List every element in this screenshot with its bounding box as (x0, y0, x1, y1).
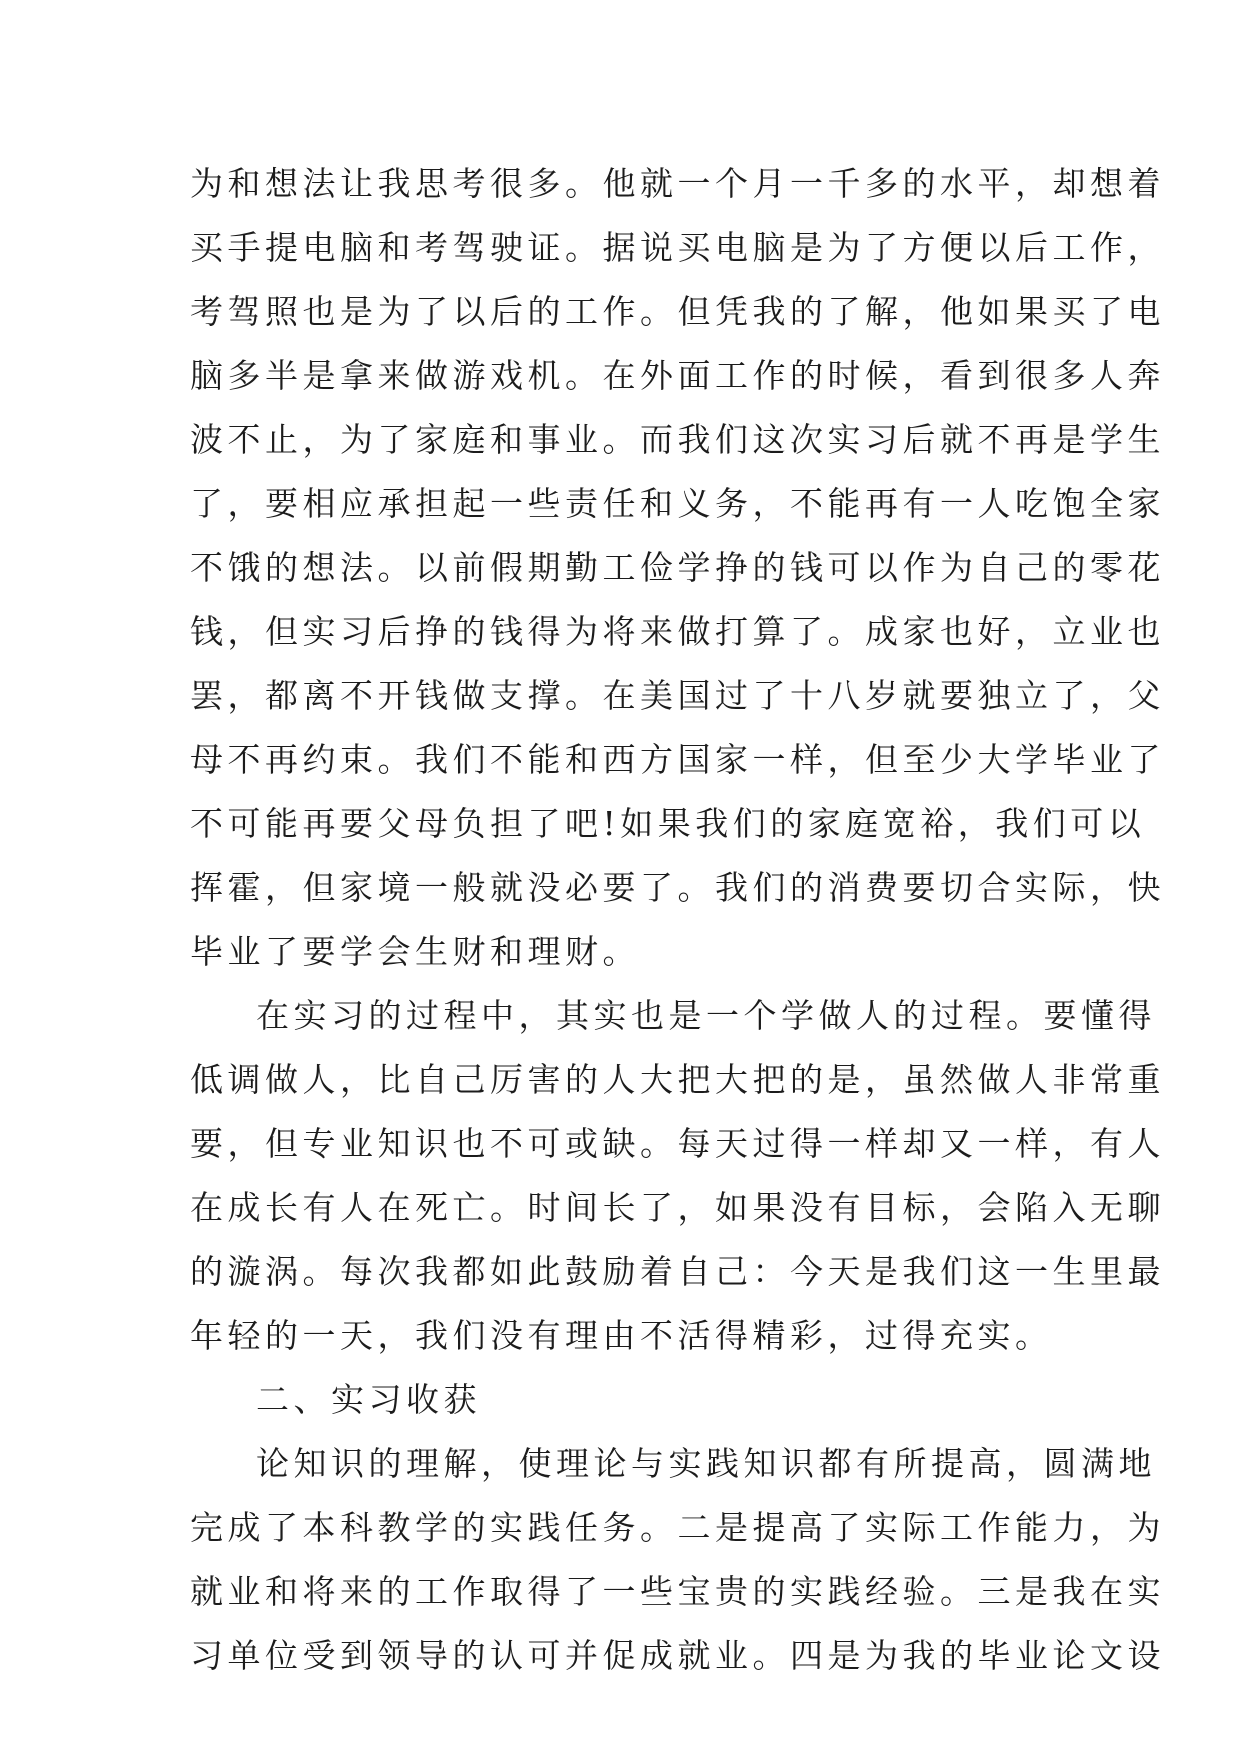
text-line: 考驾照也是为了以后的工作。但凭我的了解，他如果买了电 (190, 292, 1165, 331)
text-line: 不可能再要父母负担了吧!如果我们的家庭宽裕，我们可以 (190, 804, 1146, 843)
text-line: 低调做人，比自己厉害的人大把大把的是，虽然做人非常重 (190, 1060, 1165, 1099)
text-line: 年轻的一天，我们没有理由不活得精彩，过得充实。 (190, 1316, 1053, 1355)
text-line: 脑多半是拿来做游戏机。在外面工作的时候，看到很多人奔 (190, 356, 1165, 395)
text-line: 挥霍，但家境一般就没必要了。我们的消费要切合实际，快 (190, 868, 1165, 907)
text-line: 毕业了要学会生财和理财。 (190, 932, 640, 971)
paragraph-start-line: 在实习的过程中，其实也是一个学做人的过程。要懂得 (256, 996, 1156, 1035)
text-line: 罢，都离不开钱做支撑。在美国过了十八岁就要独立了，父 (190, 676, 1165, 715)
text-line: 就业和将来的工作取得了一些宝贵的实践经验。三是我在实 (190, 1572, 1165, 1611)
text-line: 了，要相应承担起一些责任和义务，不能再有一人吃饱全家 (190, 484, 1165, 523)
text-line: 买手提电脑和考驾驶证。据说买电脑是为了方便以后工作， (190, 228, 1165, 267)
body-text (190, 152, 1165, 1688)
paragraph-start-line: 论知识的理解，使理论与实践知识都有所提高，圆满地 (256, 1444, 1156, 1483)
text-line: 为和想法让我思考很多。他就一个月一千多的水平，却想着 (190, 164, 1165, 203)
text-line: 波不止，为了家庭和事业。而我们这次实习后就不再是学生 (190, 420, 1165, 459)
text-line: 不饿的想法。以前假期勤工俭学挣的钱可以作为自己的零花 (190, 548, 1165, 587)
text-line: 习单位受到领导的认可并促成就业。四是为我的毕业论文设 (190, 1636, 1165, 1675)
text-line: 要，但专业知识也不可或缺。每天过得一样却又一样，有人 (190, 1124, 1165, 1163)
text-line: 钱，但实习后挣的钱得为将来做打算了。成家也好，立业也 (190, 612, 1165, 651)
text-line: 母不再约束。我们不能和西方国家一样，但至少大学毕业了 (190, 740, 1165, 779)
text-line: 在成长有人在死亡。时间长了，如果没有目标，会陷入无聊 (190, 1188, 1165, 1227)
paragraph-start-line: 二、实习收获 (256, 1380, 481, 1419)
text-line: 完成了本科教学的实践任务。二是提高了实际工作能力，为 (190, 1508, 1165, 1547)
text-line: 的漩涡。每次我都如此鼓励着自己：今天是我们这一生里最 (190, 1252, 1165, 1291)
